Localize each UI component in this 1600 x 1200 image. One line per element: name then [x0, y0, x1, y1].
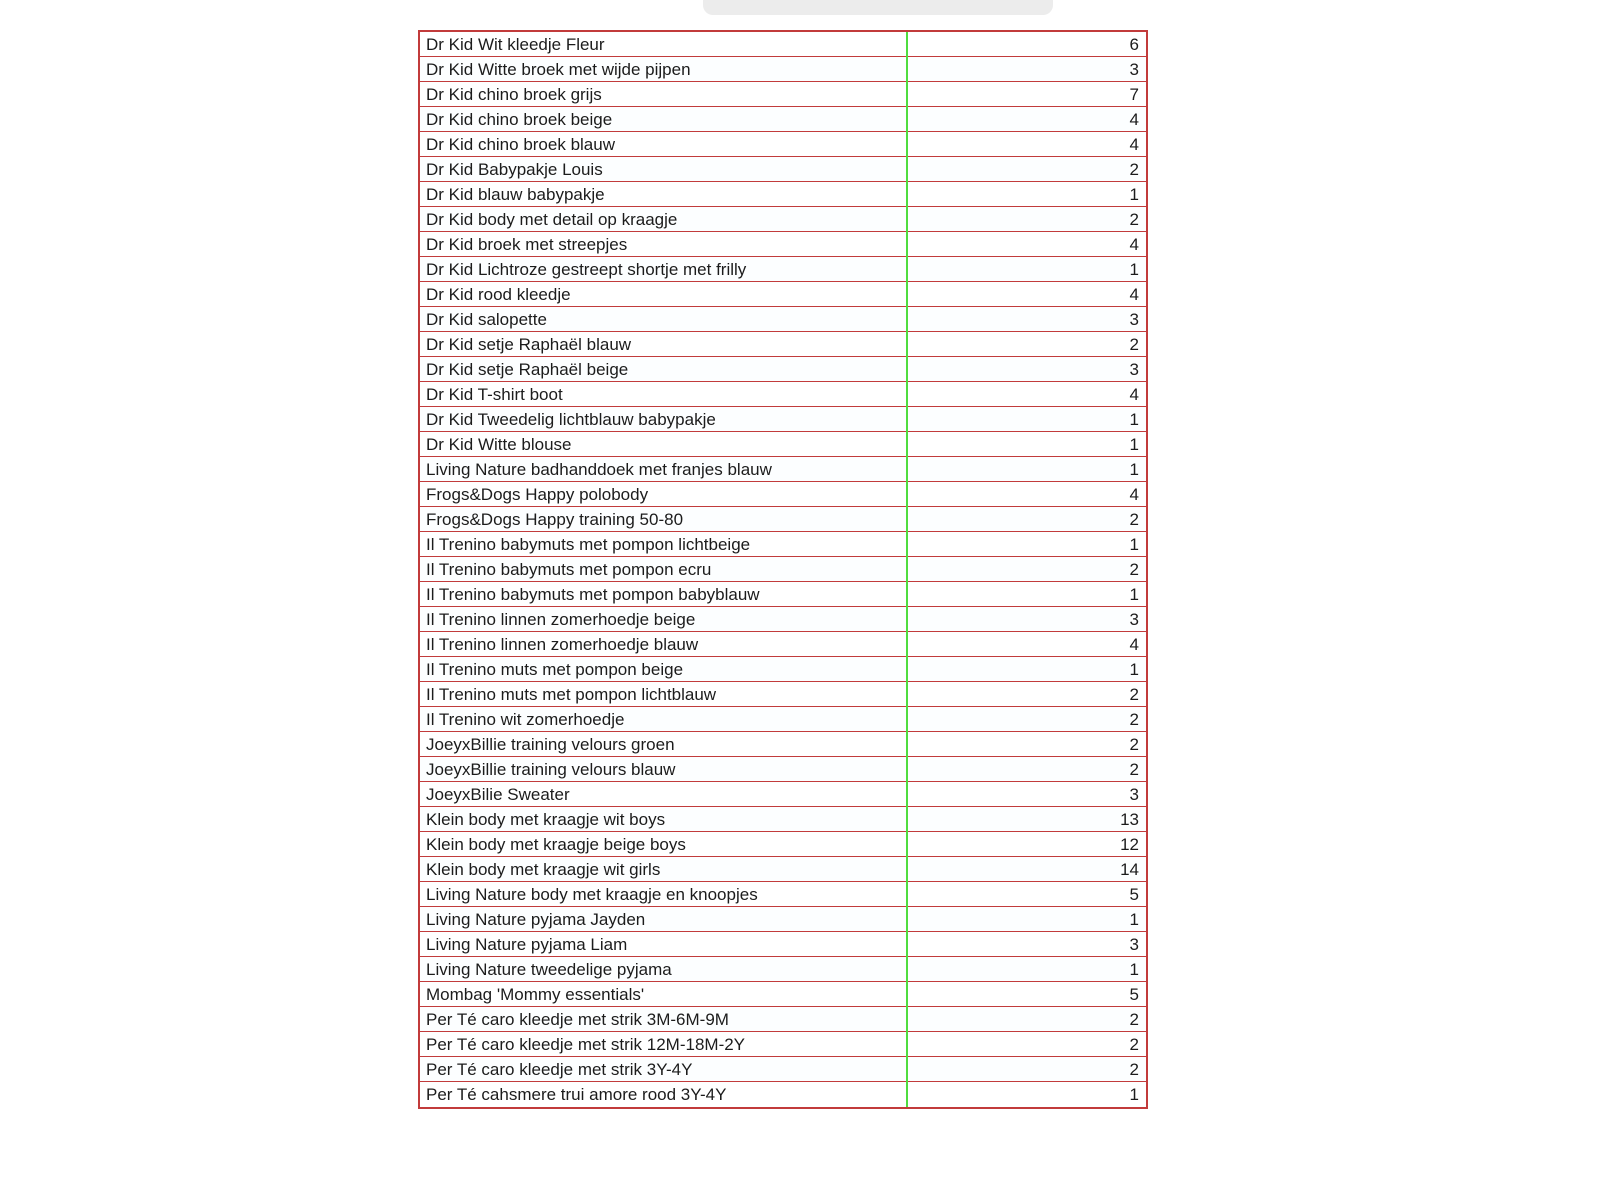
quantity-value: 3 [1129, 934, 1139, 954]
table-row [420, 282, 1146, 307]
product-name: Frogs&Dogs Happy training 50-80 [426, 509, 684, 529]
table-row [420, 682, 1146, 707]
quantity-value: 3 [1129, 309, 1139, 329]
table-row [420, 507, 1146, 532]
product-name: Mombag 'Mommy essentials' [426, 984, 645, 1004]
product-name: JoeyxBillie training velours groen [426, 734, 675, 754]
table-row [420, 957, 1146, 982]
quantity-value: 7 [1129, 84, 1139, 104]
product-name: Il Trenino babymuts met pompon ecru [426, 559, 712, 579]
table-row [420, 857, 1146, 882]
quantity-value: 1 [1129, 409, 1139, 429]
product-name: Dr Kid rood kleedje [426, 284, 571, 304]
product-name: Dr Kid Tweedelig lichtblauw babypakje [426, 409, 716, 429]
quantity-value: 5 [1129, 984, 1139, 1004]
product-name: Dr Kid salopette [426, 309, 547, 329]
table-row [420, 382, 1146, 407]
table-row [420, 832, 1146, 857]
product-name: Living Nature pyjama Liam [426, 934, 628, 954]
quantity-value: 1 [1129, 184, 1139, 204]
product-name: Dr Kid Lichtroze gestreept shortje met frilly [426, 259, 747, 279]
product-name: Living Nature body met kraagje en knoopjes [426, 884, 758, 904]
product-name: Dr Kid chino broek grijs [426, 84, 602, 104]
product-name: Dr Kid T-shirt boot [426, 384, 563, 404]
product-name: Per Té caro kleedje met strik 12M-18M-2Y [426, 1034, 746, 1054]
table-row [420, 232, 1146, 257]
product-name: Dr Kid body met detail op kraagje [426, 209, 678, 229]
quantity-value: 1 [1129, 259, 1139, 279]
product-name: Dr Kid setje Raphaël blauw [426, 334, 632, 354]
table-body [420, 32, 1146, 1107]
product-name: Il Trenino babymuts met pompon lichtbeige [426, 534, 751, 554]
table-row [420, 257, 1146, 282]
table-row [420, 982, 1146, 1007]
quantity-value: 1 [1129, 434, 1139, 454]
table-row [420, 757, 1146, 782]
table-row [420, 57, 1146, 82]
quantity-value: 2 [1129, 1059, 1139, 1079]
table-row [420, 907, 1146, 932]
table-row [420, 182, 1146, 207]
product-name: Living Nature badhanddoek met franjes blauw [426, 459, 772, 479]
table-row [420, 207, 1146, 232]
column-divider-line [906, 32, 908, 1107]
table-row [420, 657, 1146, 682]
table-row [420, 432, 1146, 457]
table-row [420, 707, 1146, 732]
quantity-value: 12 [1120, 834, 1139, 854]
product-name: Living Nature pyjama Jayden [426, 909, 646, 929]
product-name: Living Nature tweedelige pyjama [426, 959, 672, 979]
quantity-value: 2 [1129, 759, 1139, 779]
product-name: Dr Kid chino broek blauw [426, 134, 615, 154]
table-row [420, 407, 1146, 432]
product-name: Dr Kid Witte blouse [426, 434, 572, 454]
quantity-value: 2 [1129, 334, 1139, 354]
quantity-value: 2 [1129, 734, 1139, 754]
table-row [420, 1032, 1146, 1057]
product-name: Dr Kid setje Raphaël beige [426, 359, 629, 379]
table-row [420, 32, 1146, 57]
table-row [420, 532, 1146, 557]
product-name: Per Té caro kleedje met strik 3Y-4Y [426, 1059, 693, 1079]
table-row [420, 607, 1146, 632]
quantity-value: 2 [1129, 559, 1139, 579]
quantity-value: 1 [1129, 1085, 1139, 1104]
quantity-value: 2 [1129, 159, 1139, 179]
product-name: Il Trenino babymuts met pompon babyblauw [426, 584, 760, 604]
product-name: Il Trenino wit zomerhoedje [426, 709, 625, 729]
table-row [420, 357, 1146, 382]
quantity-value: 2 [1129, 509, 1139, 529]
quantity-value: 4 [1129, 634, 1139, 654]
quantity-value: 3 [1129, 784, 1139, 804]
quantity-value: 4 [1129, 484, 1139, 504]
top-gray-band [703, 0, 1053, 15]
table-row [420, 882, 1146, 907]
quantity-value: 2 [1129, 1009, 1139, 1029]
product-name: Il Trenino muts met pompon lichtblauw [426, 684, 717, 704]
quantity-value: 1 [1129, 959, 1139, 979]
inventory-table [418, 30, 1148, 1109]
product-name: Dr Kid chino broek beige [426, 109, 613, 129]
product-name: JoeyxBilie Sweater [426, 784, 570, 804]
product-name: Per Té caro kleedje met strik 3M-6M-9M [426, 1009, 729, 1029]
quantity-value: 2 [1129, 684, 1139, 704]
table-row [420, 732, 1146, 757]
table-row [420, 107, 1146, 132]
quantity-value: 2 [1129, 209, 1139, 229]
table-row [420, 1007, 1146, 1032]
table-row [420, 632, 1146, 657]
product-name: Il Trenino muts met pompon beige [426, 659, 684, 679]
product-name: Klein body met kraagje wit girls [426, 859, 661, 879]
table-row [420, 582, 1146, 607]
table-row [420, 807, 1146, 832]
product-name: Dr Kid blauw babypakje [426, 184, 605, 204]
quantity-value: 1 [1129, 459, 1139, 479]
product-name: Il Trenino linnen zomerhoedje blauw [426, 634, 699, 654]
quantity-value: 4 [1129, 109, 1139, 129]
table-row [420, 457, 1146, 482]
table-row [420, 1057, 1146, 1082]
table-row [420, 307, 1146, 332]
table-row [420, 557, 1146, 582]
quantity-value: 4 [1129, 234, 1139, 254]
quantity-value: 3 [1129, 359, 1139, 379]
quantity-value: 4 [1129, 134, 1139, 154]
product-name: Dr Kid Babypakje Louis [426, 159, 603, 179]
quantity-value: 3 [1129, 609, 1139, 629]
quantity-value: 1 [1129, 659, 1139, 679]
table-row [420, 932, 1146, 957]
product-name: Klein body met kraagje beige boys [426, 834, 686, 854]
quantity-value: 5 [1129, 884, 1139, 904]
quantity-value: 4 [1129, 384, 1139, 404]
product-name: JoeyxBillie training velours blauw [426, 759, 676, 779]
quantity-value: 4 [1129, 284, 1139, 304]
product-name: Dr Kid Wit kleedje Fleur [426, 34, 605, 54]
product-name: Per Té cahsmere trui amore rood 3Y-4Y [426, 1085, 727, 1104]
product-name: Frogs&Dogs Happy polobody [426, 484, 649, 504]
quantity-value: 6 [1129, 34, 1139, 54]
product-name: Dr Kid broek met streepjes [426, 234, 628, 254]
table-row [420, 332, 1146, 357]
table-row [420, 132, 1146, 157]
table-row [420, 482, 1146, 507]
quantity-value: 2 [1129, 1034, 1139, 1054]
table-row [420, 782, 1146, 807]
quantity-value: 2 [1129, 709, 1139, 729]
product-name: Klein body met kraagje wit boys [426, 809, 666, 829]
quantity-value: 3 [1129, 59, 1139, 79]
quantity-value: 14 [1120, 859, 1139, 879]
quantity-value: 13 [1120, 809, 1139, 829]
quantity-value: 1 [1129, 534, 1139, 554]
quantity-value: 1 [1129, 909, 1139, 929]
quantity-value: 1 [1129, 584, 1139, 604]
table-row [420, 1082, 1146, 1107]
table-row [420, 82, 1146, 107]
table-row [420, 157, 1146, 182]
product-name: Il Trenino linnen zomerhoedje beige [426, 609, 696, 629]
product-name: Dr Kid Witte broek met wijde pijpen [426, 59, 691, 79]
